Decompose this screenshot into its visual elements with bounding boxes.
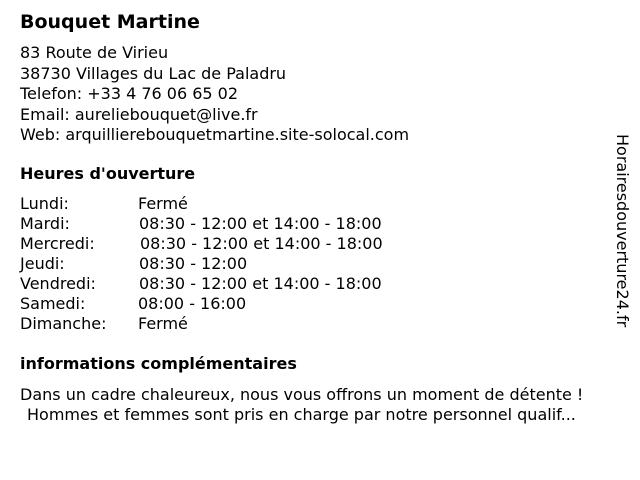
contact-block	[20, 43, 409, 146]
side-brand-text: Horairesdouverture24.fr	[613, 134, 632, 328]
hours-time: 08:30 - 12:00	[139, 254, 248, 273]
hours-day: Lundi:	[20, 194, 69, 213]
hours-time: 08:30 - 12:00 et 14:00 - 18:00	[140, 234, 383, 253]
website-url[interactable]: Web: arquillierebouquetmartine.site-solocal.com	[20, 125, 410, 144]
address-line-2: 38730 Villages du Lac de Paladru	[20, 63, 287, 83]
phone-number[interactable]: Telefon: +33 4 76 06 65 02	[20, 84, 239, 103]
hours-time: Fermé	[138, 314, 188, 333]
address-line-1: 83 Route de Virieu	[20, 43, 169, 62]
hours-time: 08:30 - 12:00 et 14:00 - 18:00	[139, 214, 382, 233]
opening-hours-heading: Heures d'ouverture	[20, 164, 196, 183]
description-line-1: Dans un cadre chaleureux, nous vous offrons un moment de détente !	[20, 385, 584, 404]
hours-day: Samedi:	[20, 294, 86, 313]
email-address[interactable]: Email: aureliebouquet@live.fr	[20, 104, 258, 124]
hours-day: Dimanche:	[20, 314, 107, 333]
hours-day: Mercredi:	[20, 234, 95, 253]
side-brand-watermark	[612, 134, 632, 346]
hours-time: Fermé	[138, 194, 188, 213]
hours-time: 08:30 - 12:00 et 14:00 - 18:00	[139, 274, 382, 293]
hours-day: Jeudi:	[20, 254, 65, 273]
additional-info-heading: informations complémentaires	[20, 354, 297, 373]
business-name: Bouquet Martine	[20, 11, 200, 33]
hours-time: 08:00 - 16:00	[138, 294, 247, 313]
description-line-2: Hommes et femmes sont pris en charge par notre personnel qualif...	[27, 405, 576, 424]
hours-day: Mardi:	[20, 214, 70, 233]
business-description	[20, 385, 583, 425]
hours-day: Vendredi:	[20, 274, 96, 293]
